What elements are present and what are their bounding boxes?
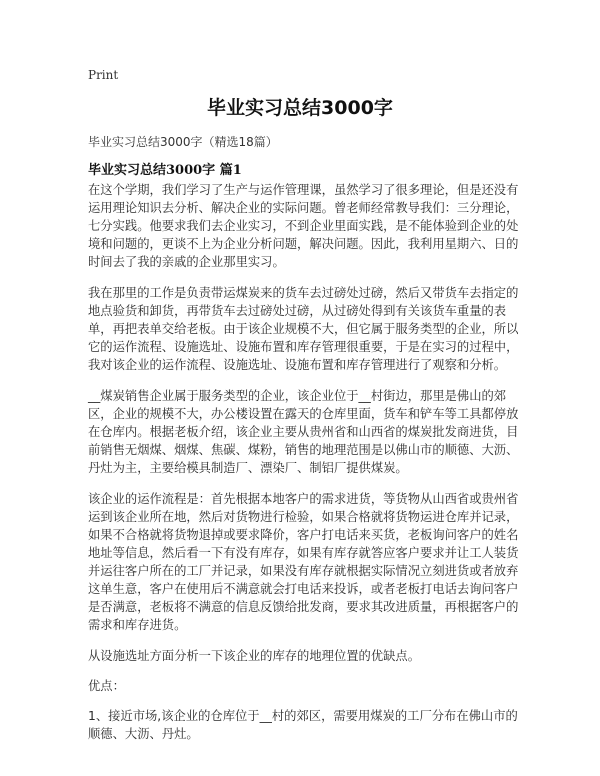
section-heading: 毕业实习总结3000字 篇1 — [88, 163, 242, 178]
document-title: 毕业实习总结3000字 — [207, 97, 393, 119]
document-body — [88, 181, 520, 756]
paragraph-process: 该企业的运作流程是：首先根据本地客户的需求进货，等货物从山西省或贵州省运到该企业所在地，然后对货物进行检验，如果合格就将货物运进仓库并记录，如果不合格就将货物退掉或要求降价，客户打电话来买货，老板询问客户的姓名地址等信息，然后看一下有没有库存，如果有库存就答应客户要求并让工人装货并运往客户所在的工厂并记录，如果没有库存就根据实际情况立刻进货或者放弃这单生意，客户在使用后不满意就会打电话来投诉，或者老板打电话去询问客户是否满意，老板将不满意的信息反馈给批发商，要求其改进质量，再根据客户的需求和库存进货。 — [88, 492, 519, 632]
paragraph-intro: 在这个学期，我们学习了生产与运作管理课，虽然学习了很多理论，但是还没有运用理论知识去分析、解决企业的实际问题。曾老师经常教导我们：三分理论，七分实践。他要求我们去企业实习，不到企业里面实践，是不能体验到企业的处境和问题的，更谈不上为企业分析问题，解决问题。因此，我利用星期六、日的时间去了我的亲戚的企业那里实习。 — [88, 183, 519, 269]
paragraph-company: __煤炭销售企业属于服务类型的企业，该企业位于__村街边，那里是佛山的郊区，企业的规模不大，办公楼设置在露天的仓库里面，货车和铲车等工具都停放在仓库内。根据老板介绍，该企业主要从贵州省和山西省的煤炭批发商进货，目前销售无烟煤、烟煤、焦碳、煤粉，销售的地理范围是以佛山市的顺德、大沥、丹灶为主，主要给模具制造厂、漂染厂、制铝厂提供煤炭。 — [88, 389, 519, 475]
document-subtitle: 毕业实习总结3000字（精选18篇） — [88, 135, 278, 149]
paragraph-work: 我在那里的工作是负责带运煤炭来的货车去过磅处过磅，然后又带货车去指定的地点验货和卸货，再带货车去过磅处过磅，从过磅处得到有关该货车重量的表单，再把表单交给老板。由于该企业规模不大，但它属于服务类型的企业，所以它的运作流程、设施选址、设施布置和库存管理很重要，于是在实习的过程中，我对该企业的运作流程、设施选址、设施布置和库存管理进行了观察和分析。 — [88, 286, 519, 372]
print-label[interactable]: Print — [88, 68, 119, 82]
paragraph-advantage-1: 1、接近市场,该企业的仓库位于__村的郊区，需要用煤炭的工厂分布在佛山市的顺德、大沥、丹灶。 — [88, 709, 518, 741]
paragraph-advantages-label: 优点： — [88, 679, 125, 693]
paragraph-location-analysis: 从设施选址方面分析一下该企业的库存的地理位置的优缺点。 — [88, 649, 421, 663]
